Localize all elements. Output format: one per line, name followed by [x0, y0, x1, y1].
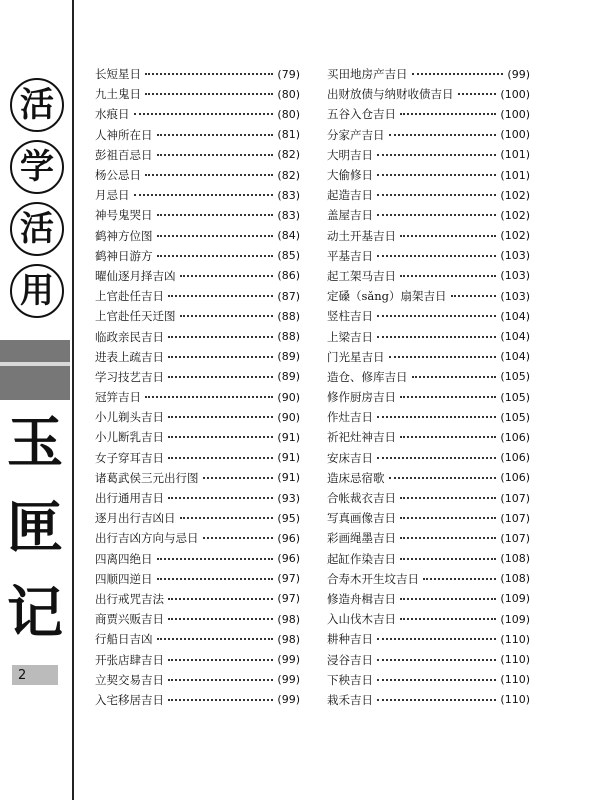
toc-entry-page: (98) [277, 612, 300, 626]
dot-leader [400, 275, 496, 277]
toc-entry [95, 104, 300, 124]
dot-leader [145, 396, 273, 398]
dot-leader [400, 558, 496, 560]
toc-entry-page: (89) [277, 350, 300, 364]
toc-entry [95, 286, 300, 306]
toc-entry-page: (104) [500, 330, 530, 344]
toc-entry-page: (80) [277, 107, 300, 121]
toc-entry-page: (99) [277, 693, 300, 707]
dot-leader [157, 154, 274, 156]
dot-leader [377, 154, 496, 156]
dot-leader [168, 376, 273, 378]
toc-entry-title: 动土开基吉日 [327, 228, 396, 243]
toc-entry-title: 逐月出行吉凶日 [95, 511, 176, 526]
toc-entry [327, 306, 530, 326]
dot-leader [377, 315, 496, 317]
dot-leader [423, 578, 496, 580]
toc-entry-title: 四顺四逆日 [95, 571, 153, 586]
toc-entry [327, 125, 530, 145]
toc-entry [327, 670, 530, 690]
toc-entry [327, 185, 530, 205]
toc-entry-title: 水痕日 [95, 107, 130, 122]
toc-entry-title: 造仓、修库吉日 [327, 369, 408, 384]
toc-entry [95, 125, 300, 145]
toc-entry-page: (103) [500, 249, 530, 263]
toc-entry [327, 145, 530, 165]
dot-leader [145, 93, 273, 95]
toc-entry [95, 407, 300, 427]
dot-leader [168, 295, 273, 297]
toc-entry-title: 祈祀灶神吉日 [327, 430, 396, 445]
dot-leader [145, 174, 273, 176]
dot-leader [180, 315, 274, 317]
toc-entry-page: (105) [500, 410, 530, 424]
toc-entry-page: (99) [277, 673, 300, 687]
toc-entry [95, 468, 300, 488]
dot-leader [400, 113, 496, 115]
toc-entry-title: 出财放债与纳财收债吉日 [327, 87, 454, 102]
toc-entry-page: (103) [500, 269, 530, 283]
toc-entry-page: (82) [277, 148, 300, 162]
toc-entry-page: (85) [277, 249, 300, 263]
toc-entry [327, 347, 530, 367]
dot-leader [400, 517, 496, 519]
toc-entry [327, 690, 530, 710]
toc-entry [95, 387, 300, 407]
toc-entry-title: 彩画绳墨吉日 [327, 531, 396, 546]
toc-entry [327, 629, 530, 649]
toc-entry-page: (106) [500, 471, 530, 485]
toc-entry-page: (93) [277, 491, 300, 505]
toc-entry [95, 670, 300, 690]
toc-entry-title: 竖柱吉日 [327, 309, 373, 324]
dot-leader [157, 255, 274, 257]
toc-entry-page: (79) [277, 67, 300, 81]
dot-leader [168, 336, 273, 338]
toc-entry-page: (103) [500, 289, 530, 303]
toc-entry [327, 266, 530, 286]
toc-entry [95, 64, 300, 84]
dot-leader [377, 659, 496, 661]
toc-entry [327, 286, 530, 306]
series-char: 用 [10, 264, 64, 318]
toc-entry [95, 569, 300, 589]
toc-entry-title: 定磉（sǎng）扇架吉日 [327, 289, 447, 304]
series-char: 学 [10, 140, 64, 194]
toc-entry [95, 145, 300, 165]
dot-leader [168, 679, 273, 681]
toc-entry-title: 小儿剃头吉日 [95, 410, 164, 425]
toc-entry-title: 作灶吉日 [327, 410, 373, 425]
dot-leader [400, 618, 496, 620]
toc-entry [95, 165, 300, 185]
toc-entry-title: 平基吉日 [327, 248, 373, 263]
toc-entry [95, 326, 300, 346]
toc-column-right [327, 64, 530, 710]
toc-entry-page: (106) [500, 430, 530, 444]
dot-leader [157, 638, 274, 640]
toc-entry [95, 690, 300, 710]
toc-entry [327, 569, 530, 589]
dot-leader [134, 113, 274, 115]
toc-entry-page: (109) [500, 592, 530, 606]
toc-entry-page: (102) [500, 229, 530, 243]
toc-entry-page: (83) [277, 208, 300, 222]
toc-entry-page: (90) [277, 410, 300, 424]
toc-entry [95, 427, 300, 447]
toc-entry [327, 104, 530, 124]
toc-entry [95, 347, 300, 367]
toc-entry-title: 女子穿耳吉日 [95, 450, 164, 465]
toc-entry [327, 427, 530, 447]
dot-leader [389, 477, 497, 479]
toc-entry-page: (109) [500, 612, 530, 626]
toc-column-left [95, 64, 300, 710]
toc-entry [95, 488, 300, 508]
dot-leader [458, 93, 497, 95]
toc-entry-title: 栽禾吉日 [327, 692, 373, 707]
toc-entry-page: (107) [500, 491, 530, 505]
toc-entry-title: 合寿木开生坟吉日 [327, 571, 419, 586]
toc-entry [95, 589, 300, 609]
dot-leader [157, 578, 274, 580]
toc-entry-title: 进表上疏吉日 [95, 349, 164, 364]
toc-entry-page: (86) [277, 269, 300, 283]
toc-entry-title: 鹤神方位图 [95, 228, 153, 243]
toc-entry-page: (105) [500, 370, 530, 384]
toc-entry [95, 205, 300, 225]
toc-entry-title: 大偷修日 [327, 168, 373, 183]
toc-entry-title: 安床吉日 [327, 450, 373, 465]
dot-leader [400, 497, 496, 499]
dot-leader [377, 255, 496, 257]
toc-entry [327, 205, 530, 225]
dot-leader [168, 436, 273, 438]
toc-entry [327, 165, 530, 185]
dot-leader [377, 214, 496, 216]
toc-entry-page: (107) [500, 531, 530, 545]
toc-entry-title: 彭祖百忌日 [95, 147, 153, 162]
dot-leader [168, 699, 273, 701]
toc-entry-title: 五谷入仓吉日 [327, 107, 396, 122]
toc-entry-page: (104) [500, 309, 530, 323]
toc-entry-title: 人神所在日 [95, 127, 153, 142]
toc-entry-title: 临政亲民吉日 [95, 329, 164, 344]
toc-entry-title: 修造舟楫吉日 [327, 591, 396, 606]
toc-entry [327, 549, 530, 569]
toc-entry-title: 九土鬼日 [95, 87, 141, 102]
book-title-char: 记 [7, 580, 63, 646]
toc-entry [95, 649, 300, 669]
toc-entry-title: 立契交易吉日 [95, 672, 164, 687]
toc-entry-title: 开张店肆吉日 [95, 652, 164, 667]
series-char: 活 [10, 78, 64, 132]
toc-entry-page: (88) [277, 330, 300, 344]
dot-leader [168, 497, 273, 499]
dot-leader [412, 376, 497, 378]
toc-entry [95, 528, 300, 548]
toc-entry-page: (81) [277, 128, 300, 142]
toc-entry [327, 326, 530, 346]
toc-entry-title: 起工架马吉日 [327, 268, 396, 283]
toc-entry-page: (91) [277, 451, 300, 465]
toc-entry [95, 508, 300, 528]
toc-entry [327, 609, 530, 629]
toc-entry-title: 大明吉日 [327, 147, 373, 162]
toc-entry-page: (110) [500, 632, 530, 646]
toc-entry-title: 冠笄吉日 [95, 390, 141, 405]
toc-entry-title: 诸葛武侯三元出行图 [95, 470, 199, 485]
dot-leader [157, 134, 274, 136]
toc-entry [95, 84, 300, 104]
toc-entry [327, 367, 530, 387]
toc-entry-page: (82) [277, 168, 300, 182]
toc-entry-title: 下秧吉日 [327, 672, 373, 687]
dot-leader [168, 618, 273, 620]
dot-leader [134, 194, 274, 196]
toc-entry-title: 入宅移居吉日 [95, 692, 164, 707]
toc-entry-title: 盖屋吉日 [327, 208, 373, 223]
toc-entry-page: (100) [500, 128, 530, 142]
toc-entry-page: (110) [500, 653, 530, 667]
toc-entry-page: (102) [500, 188, 530, 202]
toc-entry-title: 鹤神日游方 [95, 248, 153, 263]
toc-entry-title: 长短星日 [95, 67, 141, 82]
dot-leader [180, 517, 274, 519]
toc-entry [327, 468, 530, 488]
toc-entry-title: 学习技艺吉日 [95, 369, 164, 384]
sidebar-divider [72, 0, 74, 800]
toc-entry-page: (97) [277, 572, 300, 586]
dot-leader [377, 457, 496, 459]
dot-leader [203, 537, 274, 539]
toc-entry-page: (101) [500, 168, 530, 182]
dot-leader [168, 598, 273, 600]
dot-leader [168, 659, 273, 661]
toc-entry-page: (89) [277, 370, 300, 384]
toc-entry-title: 起缸作染吉日 [327, 551, 396, 566]
book-title-char: 匣 [7, 495, 63, 561]
toc-entry [95, 629, 300, 649]
toc-entry-page: (91) [277, 471, 300, 485]
toc-entry-page: (108) [500, 552, 530, 566]
toc-entry [327, 448, 530, 468]
dot-leader [400, 396, 496, 398]
toc-entry-title: 门光星吉日 [327, 349, 385, 364]
toc-entry [95, 246, 300, 266]
toc-entry [95, 185, 300, 205]
toc-entry-page: (90) [277, 390, 300, 404]
toc-entry-page: (110) [500, 673, 530, 687]
toc-entry-title: 写真画像吉日 [327, 511, 396, 526]
toc-entry-title: 月忌日 [95, 188, 130, 203]
toc-entry-title: 神号鬼哭日 [95, 208, 153, 223]
toc-entry-page: (106) [500, 451, 530, 465]
toc-entry-page: (84) [277, 229, 300, 243]
page-number: 2 [12, 665, 58, 685]
toc-entry-page: (100) [500, 107, 530, 121]
toc-entry-title: 四离四绝日 [95, 551, 153, 566]
toc-entry [327, 589, 530, 609]
toc-entry-title: 出行戒咒吉法 [95, 591, 164, 606]
toc-entry-page: (104) [500, 350, 530, 364]
dot-leader [400, 537, 496, 539]
toc-entry-title: 商贾兴贩吉日 [95, 612, 164, 627]
toc-entry [327, 84, 530, 104]
toc-entry [327, 649, 530, 669]
toc-entry-title: 浸谷吉日 [327, 652, 373, 667]
toc-entry [95, 266, 300, 286]
dot-leader [400, 436, 496, 438]
toc-entry [327, 246, 530, 266]
toc-entry-page: (80) [277, 87, 300, 101]
toc-entry-title: 起造吉日 [327, 188, 373, 203]
dot-leader [389, 356, 497, 358]
toc-entry-page: (96) [277, 531, 300, 545]
toc-entry [95, 549, 300, 569]
toc-entry-page: (105) [500, 390, 530, 404]
toc-entry-title: 曜仙逐月择吉凶 [95, 268, 176, 283]
dot-leader [157, 214, 274, 216]
toc-entry-page: (100) [500, 87, 530, 101]
series-char: 活 [10, 202, 64, 256]
toc-entry [327, 64, 530, 84]
toc-entry-title: 杨公忌日 [95, 168, 141, 183]
toc-entry-title: 上官赴任吉日 [95, 289, 164, 304]
toc-entry-page: (108) [500, 572, 530, 586]
toc-entry-title: 出行吉凶方向与忌日 [95, 531, 199, 546]
toc-entry-page: (91) [277, 430, 300, 444]
toc-entry [95, 306, 300, 326]
toc-entry-page: (88) [277, 309, 300, 323]
dot-leader [168, 416, 273, 418]
dot-leader [377, 638, 496, 640]
toc-entry [95, 367, 300, 387]
sidebar [0, 0, 70, 800]
toc-entry-page: (97) [277, 592, 300, 606]
divider-band [0, 340, 70, 400]
dot-leader [203, 477, 274, 479]
toc-entry-title: 小儿断乳吉日 [95, 430, 164, 445]
toc-entry [327, 387, 530, 407]
toc-entry-title: 分家产吉日 [327, 127, 385, 142]
toc-entry [95, 226, 300, 246]
toc-entry-page: (98) [277, 632, 300, 646]
toc-entry [327, 528, 530, 548]
toc-entry-page: (96) [277, 552, 300, 566]
dot-leader [400, 235, 496, 237]
toc-entry-page: (99) [507, 67, 530, 81]
toc-entry-title: 合帐裁衣吉日 [327, 491, 396, 506]
toc-entry [327, 488, 530, 508]
toc-entry [95, 609, 300, 629]
dot-leader [180, 275, 274, 277]
dot-leader [168, 356, 273, 358]
toc-entry-page: (87) [277, 289, 300, 303]
toc-entry-title: 上梁吉日 [327, 329, 373, 344]
toc-entry-title: 出行通用吉日 [95, 491, 164, 506]
toc-entry-page: (107) [500, 511, 530, 525]
toc-entry-title: 修作厨房吉日 [327, 390, 396, 405]
toc-entry-title: 耕种吉日 [327, 632, 373, 647]
toc-entry-page: (95) [277, 511, 300, 525]
toc-entry-page: (83) [277, 188, 300, 202]
toc-entry-page: (110) [500, 693, 530, 707]
dot-leader [377, 699, 496, 701]
toc-entry-page: (102) [500, 208, 530, 222]
dot-leader [157, 558, 274, 560]
toc-entry-title: 上官赴任天迁图 [95, 309, 176, 324]
dot-leader [145, 73, 273, 75]
toc-entry-title: 买田地房产吉日 [327, 67, 408, 82]
dot-leader [400, 598, 496, 600]
dot-leader [168, 457, 273, 459]
dot-leader [377, 679, 496, 681]
toc-entry-title: 造床忌宿歌 [327, 470, 385, 485]
toc-entry-page: (101) [500, 148, 530, 162]
dot-leader [377, 336, 496, 338]
toc-entry-title: 入山伐木吉日 [327, 612, 396, 627]
dot-leader [377, 174, 496, 176]
book-title-char: 玉 [7, 410, 63, 476]
toc-entry [327, 508, 530, 528]
toc-entry-title: 行船日吉凶 [95, 632, 153, 647]
dot-leader [412, 73, 504, 75]
dot-leader [377, 416, 496, 418]
toc-entry-page: (99) [277, 653, 300, 667]
toc-entry [327, 226, 530, 246]
dot-leader [451, 295, 497, 297]
dot-leader [389, 134, 497, 136]
dot-leader [157, 235, 274, 237]
toc-entry [327, 407, 530, 427]
toc-entry [95, 448, 300, 468]
dot-leader [377, 194, 496, 196]
